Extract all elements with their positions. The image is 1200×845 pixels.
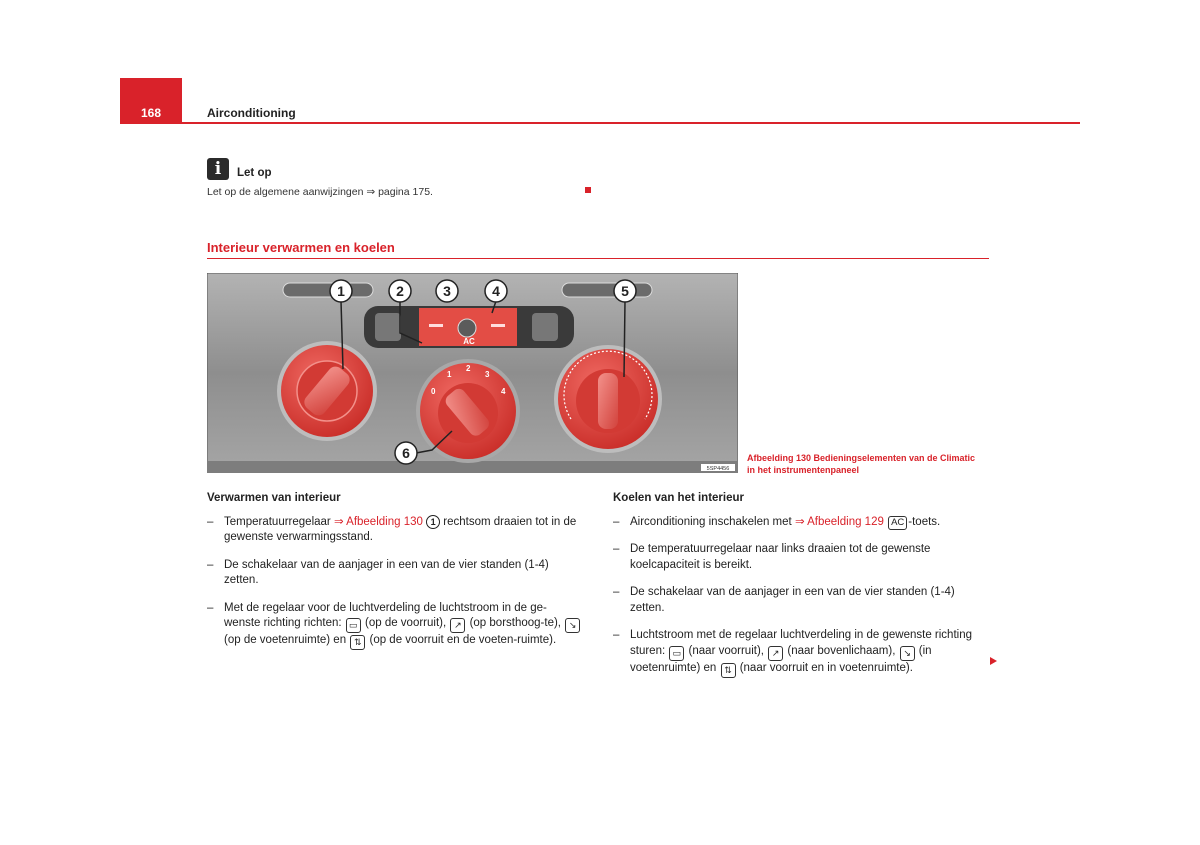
callout-6: 6 xyxy=(402,445,410,461)
windshield-footwell-icon: ⇅ xyxy=(721,663,736,678)
note-text: Let op de algemene aanwijzingen ⇒ pagina 175. xyxy=(207,186,433,198)
fan-label-1: 1 xyxy=(447,370,452,379)
list-item: – De schakelaar van de aanjager in een van de vier standen (1-4) zetten. xyxy=(613,586,955,614)
list-item: – Met de regelaar voor de luchtverdeling de luchtstroom in de ge-wenste richting richten: ▭ (op de voorruit), ↗ (op borsthoog-te), ↘ (op de voetenruimte) en ⇅ (op de voorruit en de voeten-ruimte). xyxy=(207,601,582,651)
list-item: – Luchtstroom met de regelaar luchtverdeling in de gewenste richting sturen: ▭ (naar voorruit), ↗ (naar bovenlichaam), ↘ (in voetenruimte) en ⇅ (naar voorruit en in voetenruimte). xyxy=(613,628,988,678)
list-item: – Temperatuurregelaar ⇒ Afbeelding 130 1 rechtsom draaien tot in de gewenste verwarmingsstand. xyxy=(207,515,577,543)
callout-4: 4 xyxy=(492,283,500,299)
running-title: Airconditioning xyxy=(207,106,296,120)
figure-link[interactable]: ⇒ Afbeelding 130 xyxy=(333,515,423,528)
list-item: – De schakelaar van de aanjager in een van de vier standen (1-4) zetten. xyxy=(207,558,549,586)
fan-label-2: 2 xyxy=(466,364,471,373)
list-item: – Airconditioning inschakelen met ⇒ Afbeelding 129 AC -toets. xyxy=(613,515,941,528)
fan-label-4: 4 xyxy=(501,387,506,396)
right-heading: Koelen van het interieur xyxy=(613,492,745,504)
callout-1: 1 xyxy=(337,283,345,299)
footwell-airflow-icon: ↘ xyxy=(900,646,915,661)
chest-airflow-icon: ↗ xyxy=(768,646,783,661)
windshield-defrost-icon: ▭ xyxy=(669,646,684,661)
callout-ref: 1 xyxy=(426,515,440,529)
fan-label-0: 0 xyxy=(431,387,436,396)
fan-label-3: 3 xyxy=(485,370,490,379)
windshield-footwell-icon: ⇅ xyxy=(350,635,365,650)
left-heading: Verwarmen van interieur xyxy=(207,492,341,504)
callout-5: 5 xyxy=(621,283,629,299)
section-title: Interieur verwarmen en koelen xyxy=(207,240,395,255)
caption-line-2: in het instrumentenpaneel xyxy=(747,465,860,475)
end-marker xyxy=(585,187,591,193)
figure-link[interactable]: ⇒ Afbeelding 129 xyxy=(794,515,884,528)
section-rule xyxy=(207,258,989,259)
info-icon: i xyxy=(207,158,229,180)
page-number: 168 xyxy=(140,106,162,120)
ac-key: AC xyxy=(888,516,907,530)
note-title: Let op xyxy=(237,167,272,179)
figure-code: 5SP4456 xyxy=(706,466,730,472)
continue-arrow-icon xyxy=(990,657,997,665)
left-column xyxy=(207,491,582,662)
header-rule xyxy=(182,122,1080,124)
callout-2: 2 xyxy=(396,283,404,299)
chest-airflow-icon: ↗ xyxy=(450,618,465,633)
right-column xyxy=(613,491,988,690)
windshield-defrost-icon: ▭ xyxy=(346,618,361,633)
callout-3: 3 xyxy=(443,283,451,299)
figure-caption xyxy=(747,452,987,476)
climatic-controls-figure xyxy=(207,273,738,473)
ac-label: AC xyxy=(463,337,475,346)
caption-line-1: Afbeelding 130 Bedieningselementen van de Climatic xyxy=(747,453,976,463)
footwell-airflow-icon: ↘ xyxy=(565,618,580,633)
list-item: – De temperatuurregelaar naar links draaien tot de gewenste koelcapaciteit is bereikt. xyxy=(613,543,931,571)
